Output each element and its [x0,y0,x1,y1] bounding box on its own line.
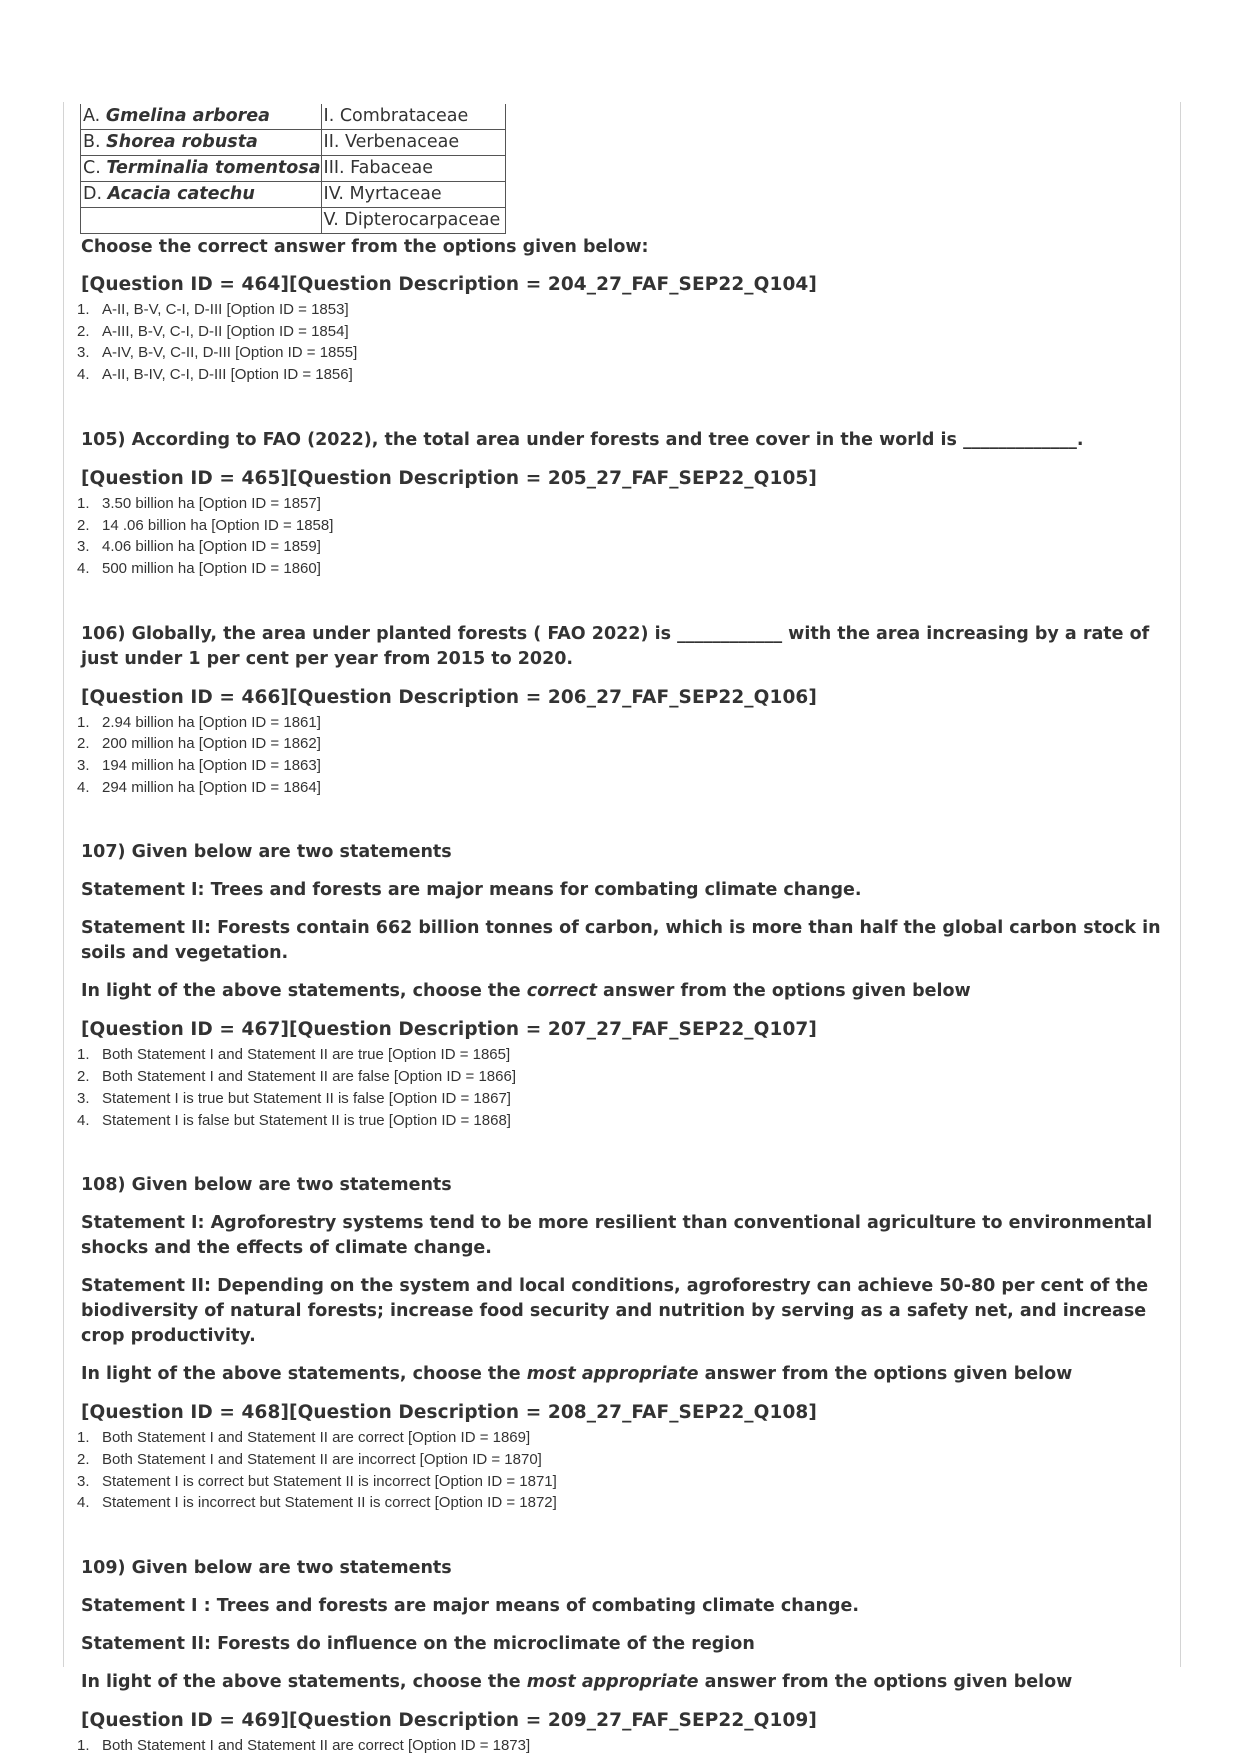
option-item[interactable]: 1. 3.50 billion ha [Option ID = 1857] [77,494,321,512]
question-104-options [64,299,1174,386]
answer-blank: _____________ [963,429,1077,450]
question-107-statement-1: Statement I: Trees and forests are major means for combating climate change. [81,880,862,901]
question-105-options [64,493,1174,580]
option-item[interactable]: 2. 200 million ha [Option ID = 1862] [77,735,321,753]
option-item[interactable]: 4. Statement I is false but Statement II is true [Option ID = 1868] [77,1111,511,1129]
option-item[interactable]: 1. Both Statement I and Statement II are correct [Option ID = 1869] [77,1429,531,1447]
question-106-id: [Question ID = 466][Question Description = 206_27_FAF_SEP22_Q106] [81,686,817,708]
question-109-instruction: In light of the above statements, choose the most appropriate answer from the options given below [81,1672,1073,1693]
match-table-row [81,208,506,234]
match-table-row [81,182,506,208]
option-item[interactable]: 2. 14 .06 billion ha [Option ID = 1858] [77,516,334,534]
match-table-row [81,156,506,182]
option-item[interactable]: 4. 294 million ha [Option ID = 1864] [77,778,321,796]
question-107-statement-2: Statement II: Forests contain 662 billion tonnes of carbon, which is more than half the global carbon stock in soils and vegetation. [81,918,1161,964]
match-cell-plant: A. Gmelina arborea [81,104,322,130]
question-109-statement-2: Statement II: Forests do influence on the microclimate of the region [81,1634,755,1655]
question-106-text: 106) Globally, the area under planted forests ( FAO 2022) is ____________ with the area increasing by a rate of just under 1 per cent per year from 2015 to 2020. [81,623,1150,669]
question-109-statement-1: Statement I : Trees and forests are major means of combating climate change. [81,1596,860,1617]
match-cell-plant [81,208,322,234]
option-item[interactable]: 3. 4.06 billion ha [Option ID = 1859] [77,538,321,556]
option-item[interactable]: 1. 2.94 billion ha [Option ID = 1861] [77,713,321,731]
question-107-text: 107) Given below are two statements [81,842,452,863]
match-table-row [81,130,506,156]
question-105-id: [Question ID = 465][Question Description = 205_27_FAF_SEP22_Q105] [81,467,817,489]
option-item[interactable]: 3. Statement I is correct but Statement II is incorrect [Option ID = 1871] [77,1472,557,1490]
question-104-instruction: Choose the correct answer from the options given below: [81,237,649,257]
match-cell-family: I. Combrataceae [321,104,505,130]
option-item[interactable]: 4. Statement I is incorrect but Statement II is correct [Option ID = 1872] [77,1494,557,1512]
option-item[interactable]: 1. Both Statement I and Statement II are true [Option ID = 1865] [77,1046,511,1064]
question-106-options [64,712,1174,799]
option-item[interactable]: 1. Both Statement I and Statement II are correct [Option ID = 1873] [77,1737,531,1755]
match-cell-plant: B. Shorea robusta [81,130,322,156]
question-109-options [64,1735,1174,1757]
question-107-options [64,1044,1174,1131]
question-108-statement-1: Statement I: Agroforestry systems tend to be more resilient than conventional agriculture to environmental shocks and the effects of climate change. [81,1213,1153,1259]
match-cell-plant: C. Terminalia tomentosa [81,156,322,182]
question-107-instruction: In light of the above statements, choose the correct answer from the options given below [81,981,971,1002]
question-108-statement-2: Statement II: Depending on the system and local conditions, agroforestry can achieve 50-80 per cent of the biodiversity of natural forests; increase food security and nutrition by serving as a safety net, and increase crop productivity. [81,1276,1149,1347]
page-frame-right-rule [1180,102,1181,1667]
option-item[interactable]: 3. 194 million ha [Option ID = 1863] [77,757,321,775]
question-108-options [64,1427,1174,1514]
answer-blank: ____________ [677,623,783,644]
question-109-id: [Question ID = 469][Question Description = 209_27_FAF_SEP22_Q109] [81,1710,817,1732]
match-cell-family: V. Dipterocarpaceae [321,208,505,234]
option-item[interactable]: 3. Statement I is true but Statement II is false [Option ID = 1867] [77,1089,511,1107]
question-108-id: [Question ID = 468][Question Description = 208_27_FAF_SEP22_Q108] [81,1402,817,1424]
question-107-id: [Question ID = 467][Question Description = 207_27_FAF_SEP22_Q107] [81,1019,817,1041]
match-cell-plant: D. Acacia catechu [81,182,322,208]
option-item[interactable]: 2. Both Statement I and Statement II are incorrect [Option ID = 1870] [77,1450,542,1468]
question-108-text: 108) Given below are two statements [81,1175,452,1196]
question-paper-content [64,104,1174,1757]
option-item[interactable]: 2. Both Statement I and Statement II are false [Option ID = 1866] [77,1068,516,1086]
option-item[interactable]: 3. A-IV, B-V, C-II, D-III [Option ID = 1855] [77,344,358,362]
match-cell-family: IV. Myrtaceae [321,182,505,208]
question-105-text: 105) According to FAO (2022), the total area under forests and tree cover in the world is _____________. [81,429,1084,450]
match-cell-family: III. Fabaceae [321,156,505,182]
match-table-row [81,104,506,130]
question-104-id: [Question ID = 464][Question Description = 204_27_FAF_SEP22_Q104] [81,274,817,295]
option-item[interactable]: 2. A-III, B-V, C-I, D-II [Option ID = 1854] [77,322,349,340]
match-cell-family: II. Verbenaceae [321,130,505,156]
question-109-text: 109) Given below are two statements [81,1558,452,1579]
option-item[interactable]: 4. 500 million ha [Option ID = 1860] [77,559,321,577]
option-item[interactable]: 4. A-II, B-IV, C-I, D-III [Option ID = 1856] [77,366,353,384]
question-108-instruction: In light of the above statements, choose the most appropriate answer from the options given below [81,1364,1073,1385]
option-item[interactable]: 1. A-II, B-V, C-I, D-III [Option ID = 1853] [77,301,349,318]
match-table [80,104,506,234]
